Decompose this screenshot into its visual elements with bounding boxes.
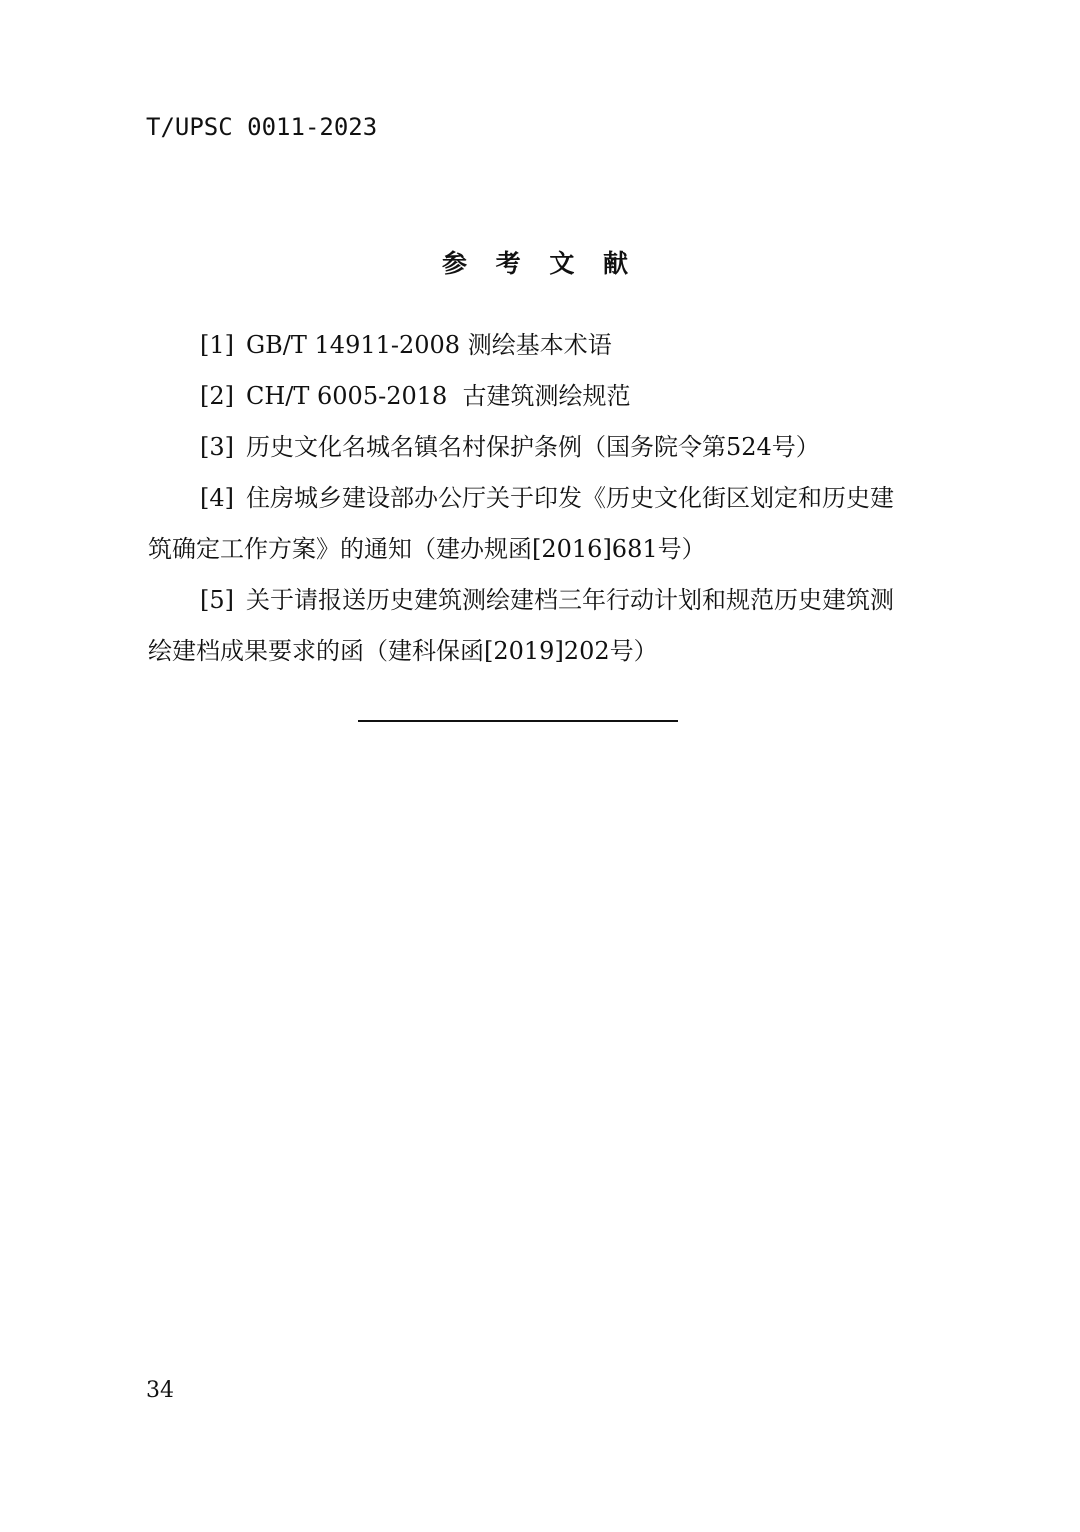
reference-item [148,575,906,677]
reference-text: 关于请报送历史建筑测绘建档三年行动计划和规范历史建筑测绘建档成果要求的函（建科保函[2019]202号） [148,586,894,665]
reference-item [148,371,906,422]
standard-code: T/UPSC 0011-2023 [146,113,378,141]
end-divider [358,720,678,722]
reference-text: 历史文化名城名镇名村保护条例（国务院令第524号） [246,433,820,461]
reference-number: [5] [200,586,234,614]
reference-text: 住房城乡建设部办公厅关于印发《历史文化街区划定和历史建筑确定工作方案》的通知（建办规函[2016]681号） [148,484,894,563]
reference-item [148,320,906,371]
reference-item [148,473,906,575]
reference-number: [3] [200,433,234,461]
reference-number: [1] [200,331,234,359]
reference-text: CH/T 6005-2018 古建筑测绘规范 [246,382,631,410]
reference-number: [2] [200,382,234,410]
page-number: 34 [146,1378,174,1403]
reference-text: GB/T 14911-2008 测绘基本术语 [246,331,612,359]
reference-number: [4] [200,484,234,512]
reference-item [148,422,906,473]
page-title: 参 考 文 献 [441,249,639,278]
reference-list [148,320,906,677]
